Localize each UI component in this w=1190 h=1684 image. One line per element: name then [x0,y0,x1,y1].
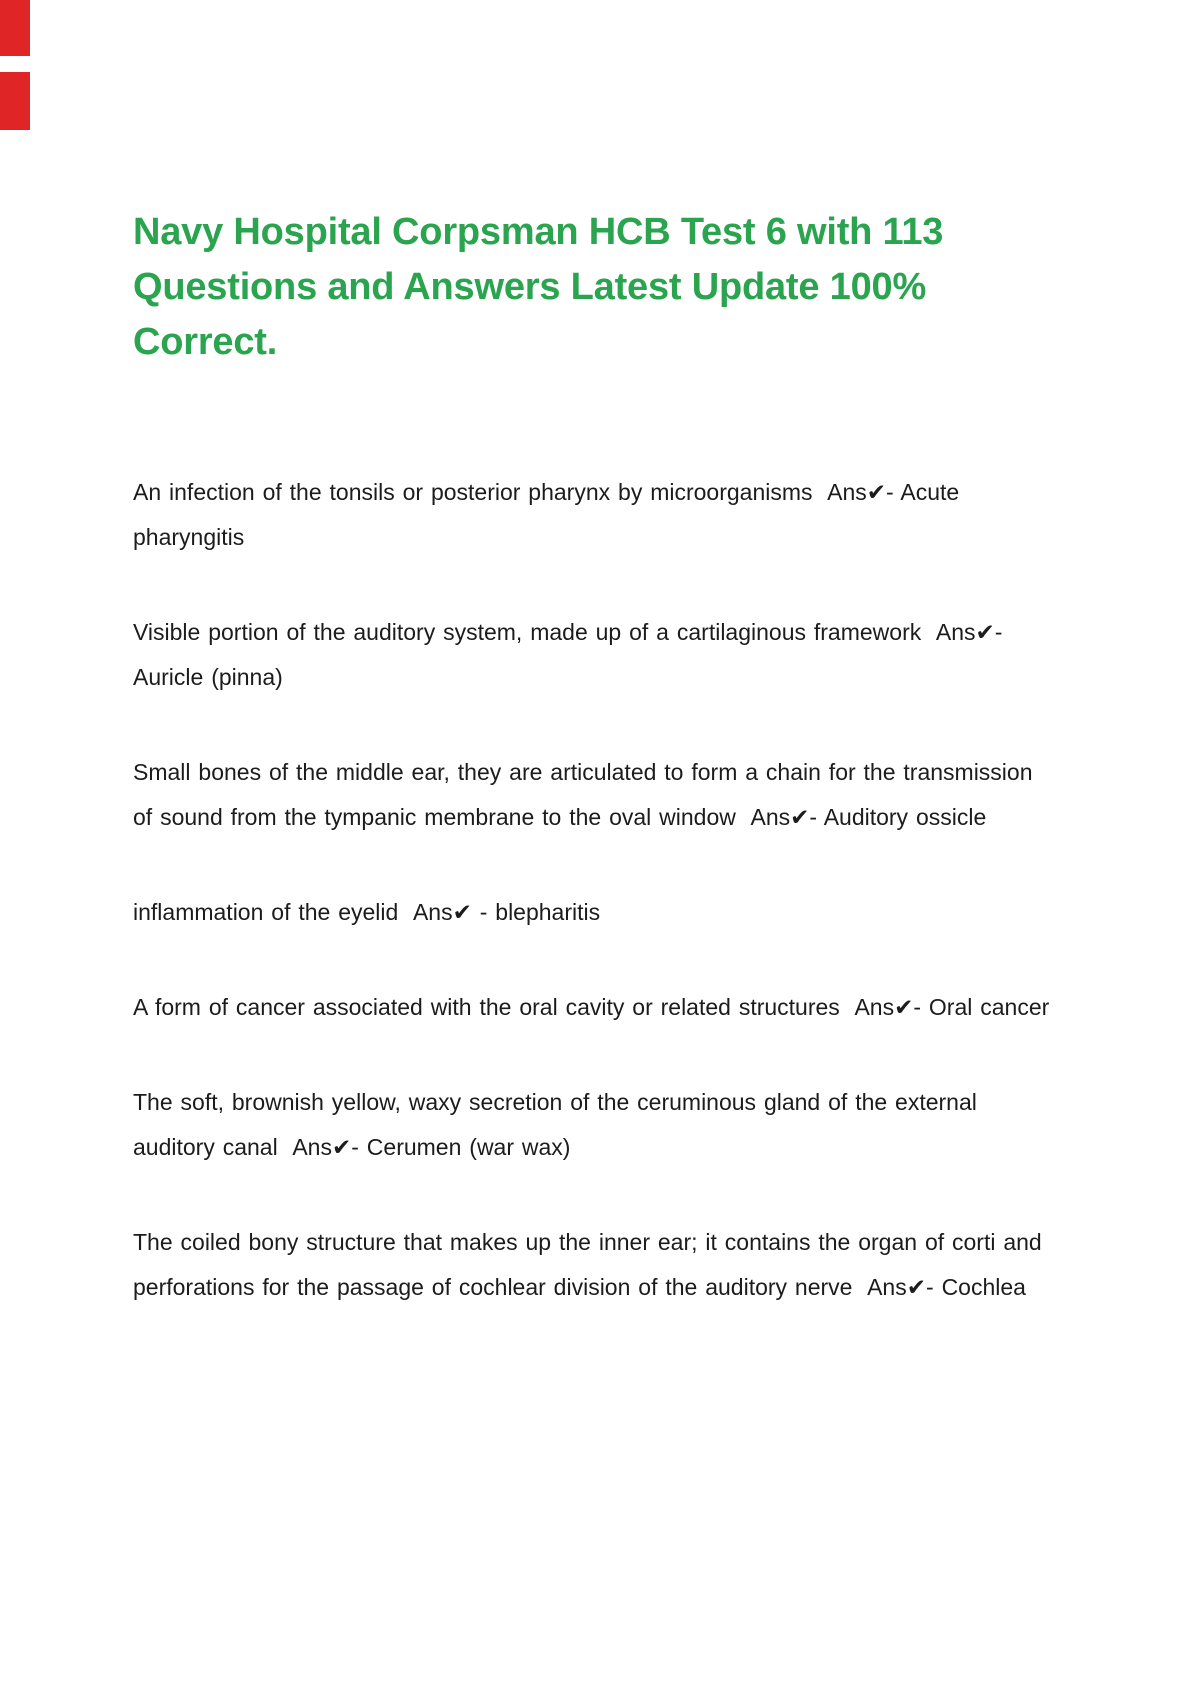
qa-question: Visible portion of the auditory system, made up of a cartilaginous framework [133,619,922,645]
qa-answer: Auditory ossicle [823,804,987,830]
qa-item [133,1080,1057,1170]
qa-question: The coiled bony structure that makes up the inner ear; it contains the organ of corti and perforations for the passage of cochlear division of the auditory nerve [133,1229,1042,1300]
ans-marker: Ans✔- [854,994,922,1020]
qa-answer: Oral cancer [928,994,1050,1020]
qa-item [133,1220,1057,1310]
red-mark-bottom [0,72,30,130]
qa-list [133,470,1057,1310]
qa-answer: Cochlea [941,1274,1026,1300]
ans-marker: Ans✔- [867,1274,934,1300]
ans-marker: Ans✔- [935,619,1003,645]
qa-question: A form of cancer associated with the oral cavity or related structures [133,994,840,1020]
ans-marker: Ans✔- [750,804,818,830]
qa-question: inflammation of the eyelid [133,899,399,925]
qa-question: Small bones of the middle ear, they are articulated to form a chain for the transmission of sound from the tympanic membrane to the oval window [133,759,1033,830]
qa-question: An infection of the tonsils or posterior pharynx by microorganisms [133,479,813,505]
ans-marker: Ans✔- [827,479,894,505]
qa-item [133,470,1057,560]
document-body [133,0,1057,1360]
qa-item [133,890,1057,935]
qa-item [133,985,1057,1030]
ans-marker: Ans✔- [292,1134,359,1160]
qa-answer: blepharitis [495,899,601,925]
qa-answer: Cerumen (war wax) [366,1134,571,1160]
qa-answer: Auricle (pinna) [133,664,283,690]
qa-item [133,750,1057,840]
qa-item [133,610,1057,700]
ans-marker: Ans✔ - [412,899,488,925]
page-title: Navy Hospital Corpsman HCB Test 6 with 113 Questions and Answers Latest Update 100% Correct. [133,211,944,363]
red-mark-top [0,0,30,56]
qa-answer: Acute pharyngitis [133,479,960,550]
qa-question: The soft, brownish yellow, waxy secretion of the ceruminous gland of the external auditory canal [133,1089,977,1160]
